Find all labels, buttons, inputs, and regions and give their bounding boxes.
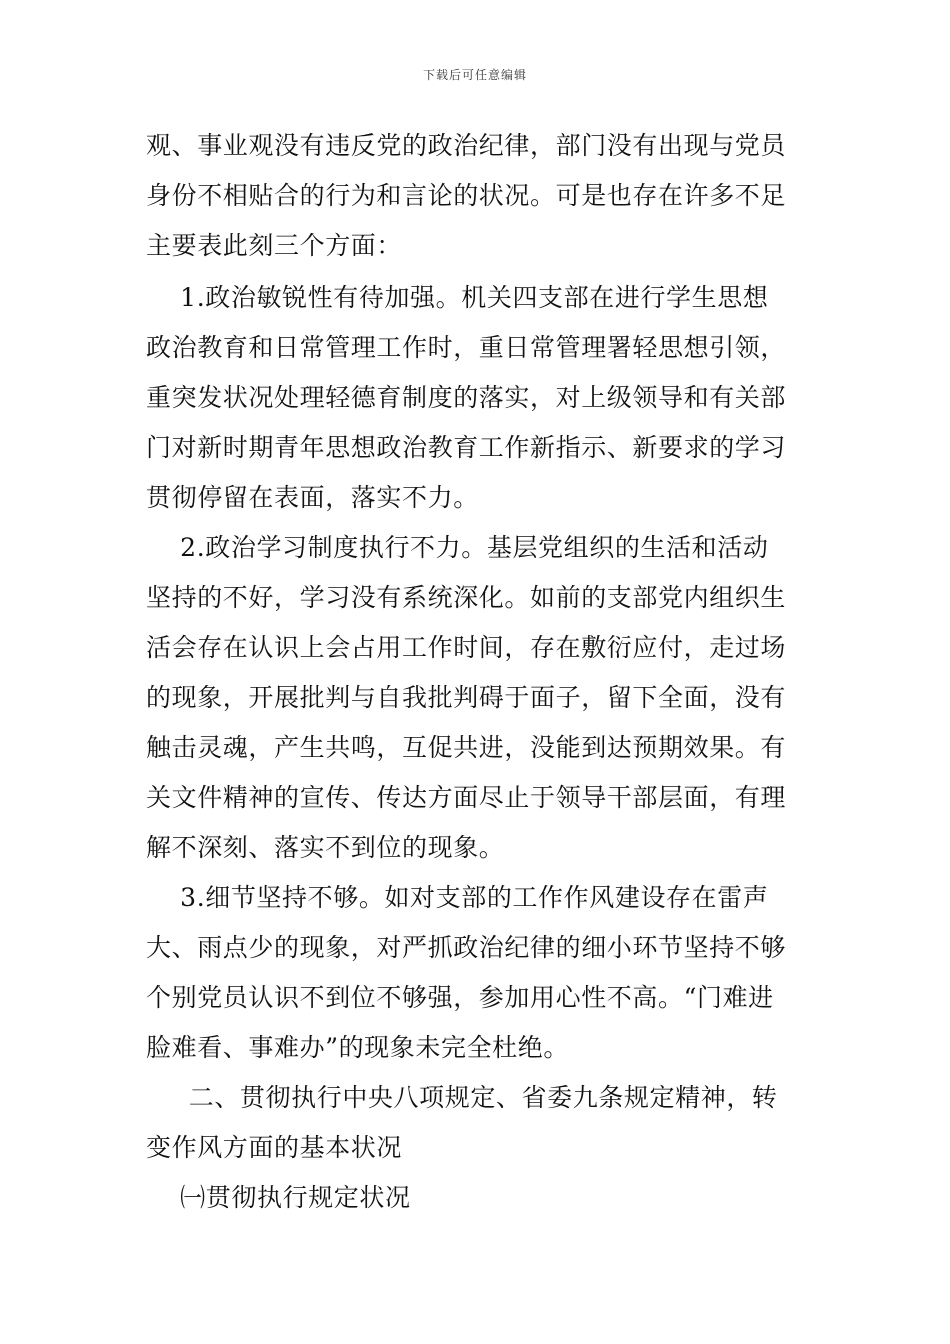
text-line: 个别党员认识不到位不够强，参加用心性不高。“门难进 (146, 983, 774, 1012)
section-heading: 变作风方面的基本状况 (146, 1133, 403, 1162)
text-line: 的现象，开展批判与自我批判碍于面子，留下全面，没有 (146, 683, 787, 712)
text-line: 主要表此刻三个方面： (146, 231, 403, 260)
text-line: 坚持的不好，学习没有系统深化。如前的支部党内组织生 (146, 583, 787, 612)
text-line: 大、雨点少的现象，对严抓政治纪律的细小环节坚持不够 (146, 933, 787, 962)
text-line: 解不深刻、落实不到位的现象。 (146, 833, 505, 862)
text-line: 贯彻停留在表面，落实不力。 (146, 483, 479, 512)
text-line: 重突发状况处理轻德育制度的落实，对上级领导和有关部 (146, 383, 787, 412)
header-note: 下载后可任意编辑 (422, 68, 527, 82)
section-heading: 二、贯彻执行中央八项规定、省委九条规定精神，转 (146, 1083, 778, 1112)
text-line: 2.政治学习制度执行不力。基层党组织的生活和活动 (146, 533, 769, 562)
text-line: 活会存在认识上会占用工作时间，存在敷衍应付，走过场 (146, 633, 787, 662)
text-line: 3.细节坚持不够。如对支部的工作作风建设存在雷声 (146, 883, 769, 912)
subsection-heading: ㈠贯彻执行规定状况 (146, 1183, 411, 1212)
text-line: 1.政治敏锐性有待加强。机关四支部在进行学生思想 (146, 283, 769, 312)
text-line: 关文件精神的宣传、传达方面尽止于领导干部层面，有理 (146, 783, 787, 812)
text-line: 观、事业观没有违反党的政治纪律，部门没有出现与党员 (146, 131, 787, 160)
text-line: 门对新时期青年思想政治教育工作新指示、新要求的学习 (146, 433, 787, 462)
text-line: 政治教育和日常管理工作时，重日常管理署轻思想引领， (146, 333, 787, 362)
text-line: 脸难看、事难办”的现象未完全杜绝。 (146, 1033, 569, 1062)
text-line: 触击灵魂，产生共鸣，互促共进，没能到达预期效果。有 (146, 733, 787, 762)
text-line: 身份不相贴合的行为和言论的状况。可是也存在许多不足 (146, 181, 787, 210)
